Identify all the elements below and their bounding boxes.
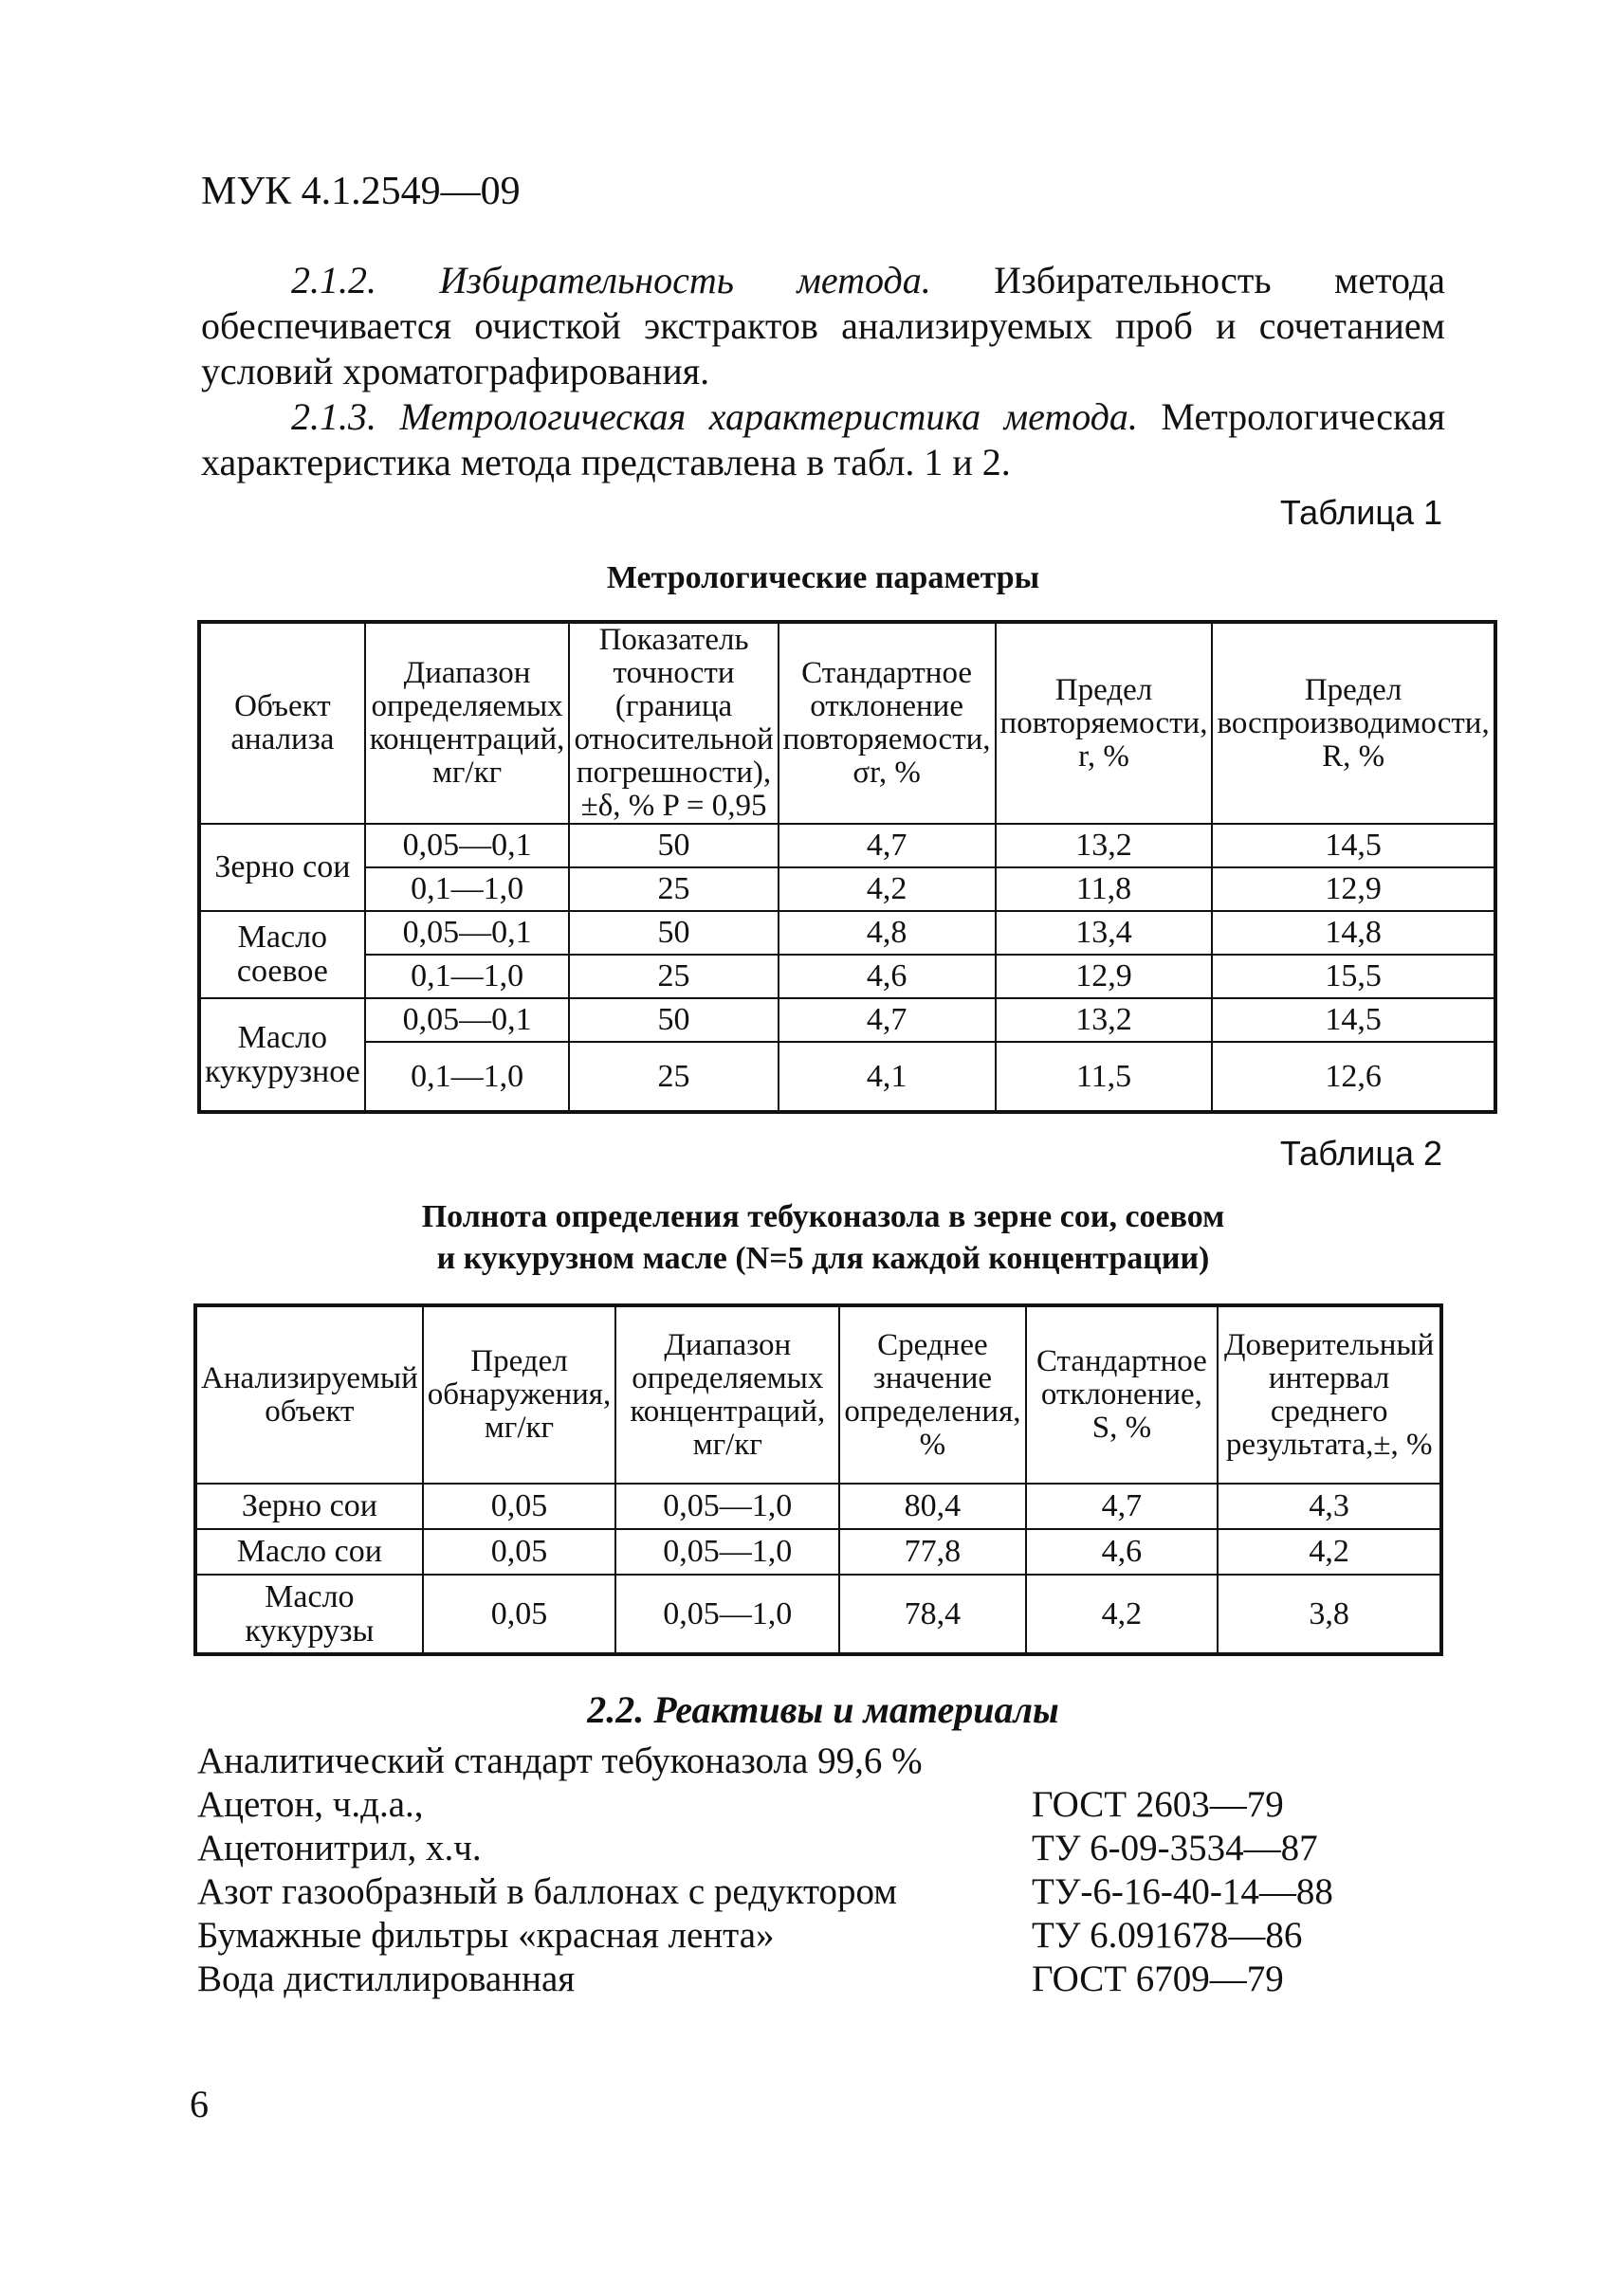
table-cell: 4,2 bbox=[1026, 1575, 1219, 1654]
table-cell: 0,05—1,0 bbox=[615, 1484, 839, 1529]
column-header: Диапазон определяемых концентраций, мг/кг bbox=[615, 1305, 839, 1484]
table-cell: 0,05—0,1 bbox=[365, 998, 570, 1042]
table-cell: 12,9 bbox=[996, 955, 1213, 998]
table-row bbox=[195, 1529, 1441, 1575]
paragraph-title: Метрологическая характеристика метода. bbox=[399, 395, 1138, 438]
table-cell: 15,5 bbox=[1212, 955, 1494, 998]
table-cell: 77,8 bbox=[839, 1529, 1025, 1575]
table-cell: 0,05—1,0 bbox=[615, 1529, 839, 1575]
table-cell: 50 bbox=[569, 911, 778, 955]
table-header-row bbox=[199, 622, 1495, 824]
table-cell: 3,8 bbox=[1218, 1575, 1441, 1654]
reagent-name: Бумажные фильтры «красная лента» bbox=[197, 1915, 775, 1956]
table-cell: 12,6 bbox=[1212, 1042, 1494, 1112]
paragraph-2-1-3 bbox=[201, 394, 1445, 485]
column-header: Объект анализа bbox=[199, 622, 365, 824]
column-header: Предел воспроизводимости, R, % bbox=[1212, 622, 1494, 824]
paragraph-2-1-2 bbox=[201, 258, 1445, 394]
table-cell: 14,5 bbox=[1212, 824, 1494, 867]
table-cell: 80,4 bbox=[839, 1484, 1025, 1529]
table-cell: 50 bbox=[569, 824, 778, 867]
reagents-list bbox=[197, 1740, 1449, 2001]
table-header-row bbox=[195, 1305, 1441, 1484]
table-cell: 50 bbox=[569, 998, 778, 1042]
table-cell: 4,3 bbox=[1218, 1484, 1441, 1529]
paragraph-text: Метрологическая характеристика метода представлена в табл. 1 и 2. bbox=[201, 395, 1446, 483]
table-cell: 4,7 bbox=[779, 998, 996, 1042]
reagent-name: Азот газообразный в баллонах с редуктором bbox=[197, 1871, 897, 1912]
table-row bbox=[195, 1484, 1441, 1529]
table-cell: 13,4 bbox=[996, 911, 1213, 955]
table-cell: 4,7 bbox=[779, 824, 996, 867]
table-row bbox=[199, 824, 1495, 867]
table-cell: 11,5 bbox=[996, 1042, 1213, 1112]
table1-title: Метрологические параметры bbox=[606, 560, 1040, 595]
table-cell: 25 bbox=[569, 867, 778, 911]
reagent-standard: ГОСТ 2603—79 bbox=[1032, 1784, 1284, 1825]
object-cell: Масло соевое bbox=[199, 911, 365, 998]
object-cell: Масло кукурузное bbox=[199, 998, 365, 1112]
table-cell: 13,2 bbox=[996, 824, 1213, 867]
table-cell: 0,1—1,0 bbox=[365, 1042, 570, 1112]
column-header: Диапазон определяемых концентраций, мг/кг bbox=[365, 622, 570, 824]
column-header: Предел повторяемости, r, % bbox=[996, 622, 1213, 824]
table-cell: 0,1—1,0 bbox=[365, 955, 570, 998]
column-header: Показатель точности (граница относительной погрешности), ±δ, % P = 0,95 bbox=[569, 622, 778, 824]
paragraph-text: Избирательность метода обеспечивается очисткой экстрактов анализируемых проб и сочетанием условий хроматографирования. bbox=[201, 259, 1446, 392]
column-header: Среднее значение определения, % bbox=[839, 1305, 1025, 1484]
table2-title-line1: Полнота определения тебуконазола в зерне сои, соевом bbox=[421, 1199, 1225, 1234]
document-header: МУК 4.1.2549—09 bbox=[201, 170, 521, 213]
table1-label: Таблица 1 bbox=[1279, 493, 1442, 532]
metrology-table bbox=[197, 620, 1497, 1114]
table-cell: Зерно сои bbox=[195, 1484, 423, 1529]
table-row bbox=[199, 955, 1495, 998]
table-cell: 0,05 bbox=[423, 1529, 615, 1575]
list-item bbox=[197, 1740, 1449, 1783]
column-header: Доверительный интервал среднего результата,±, % bbox=[1218, 1305, 1441, 1484]
section-heading: 2.2. Реактивы и материалы bbox=[587, 1688, 1059, 1731]
table-cell: 0,05—0,1 bbox=[365, 911, 570, 955]
table2-title-line2: и кукурузном масле (N=5 для каждой концентрации) bbox=[436, 1241, 1210, 1276]
table-cell: 4,8 bbox=[779, 911, 996, 955]
table-cell: Масло сои bbox=[195, 1529, 423, 1575]
table-row bbox=[199, 1042, 1495, 1112]
list-item bbox=[197, 1958, 1449, 2001]
table-cell: 11,8 bbox=[996, 867, 1213, 911]
table-cell: 12,9 bbox=[1212, 867, 1494, 911]
table-row bbox=[195, 1575, 1441, 1654]
table-cell: 25 bbox=[569, 1042, 778, 1112]
table2-title bbox=[201, 1196, 1445, 1280]
reagent-standard: ТУ 6-09-3534—87 bbox=[1032, 1828, 1318, 1868]
paragraph-title: Избирательность метода. bbox=[439, 259, 931, 301]
table-cell: 4,7 bbox=[1026, 1484, 1219, 1529]
table-row bbox=[199, 867, 1495, 911]
reagent-name: Аналитический стандарт тебуконазола 99,6 % bbox=[197, 1740, 923, 1781]
recovery-table bbox=[193, 1303, 1443, 1656]
table-cell: Масло кукурузы bbox=[195, 1575, 423, 1654]
list-item bbox=[197, 1870, 1449, 1914]
table-cell: 4,6 bbox=[1026, 1529, 1219, 1575]
table-cell: 4,2 bbox=[779, 867, 996, 911]
page-number: 6 bbox=[190, 2083, 209, 2125]
table-cell: 0,1—1,0 bbox=[365, 867, 570, 911]
reagent-name: Ацетонитрил, х.ч. bbox=[197, 1828, 482, 1868]
list-item bbox=[197, 1827, 1449, 1870]
reagent-standard: ТУ-6-16-40-14—88 bbox=[1032, 1871, 1333, 1912]
table-cell: 4,6 bbox=[779, 955, 996, 998]
table-cell: 78,4 bbox=[839, 1575, 1025, 1654]
table-cell: 25 bbox=[569, 955, 778, 998]
reagent-standard: ГОСТ 6709—79 bbox=[1032, 1959, 1284, 1999]
list-item bbox=[197, 1783, 1449, 1827]
column-header: Предел обнаружения, мг/кг bbox=[423, 1305, 615, 1484]
table-cell: 13,2 bbox=[996, 998, 1213, 1042]
table-row bbox=[199, 911, 1495, 955]
table-cell: 14,5 bbox=[1212, 998, 1494, 1042]
table-cell: 14,8 bbox=[1212, 911, 1494, 955]
table-cell: 4,1 bbox=[779, 1042, 996, 1112]
reagent-standard: ТУ 6.091678—86 bbox=[1032, 1915, 1303, 1956]
column-header: Стандартное отклонение повторяемости, σr, % bbox=[779, 622, 996, 824]
reagent-name: Вода дистиллированная bbox=[197, 1959, 576, 1999]
table-cell: 0,05—1,0 bbox=[615, 1575, 839, 1654]
list-item bbox=[197, 1914, 1449, 1958]
column-header: Анализируемый объект bbox=[195, 1305, 423, 1484]
object-cell: Зерно сои bbox=[199, 824, 365, 911]
table-row bbox=[199, 998, 1495, 1042]
reagent-name: Ацетон, ч.д.а., bbox=[197, 1784, 424, 1825]
table-cell: 4,2 bbox=[1218, 1529, 1441, 1575]
column-header: Стандартное отклонение, S, % bbox=[1026, 1305, 1219, 1484]
table-cell: 0,05—0,1 bbox=[365, 824, 570, 867]
table-cell: 0,05 bbox=[423, 1484, 615, 1529]
paragraph-number: 2.1.2. bbox=[291, 259, 376, 301]
table2-label: Таблица 2 bbox=[1279, 1134, 1442, 1173]
table-cell: 0,05 bbox=[423, 1575, 615, 1654]
paragraph-number: 2.1.3. bbox=[291, 395, 376, 438]
